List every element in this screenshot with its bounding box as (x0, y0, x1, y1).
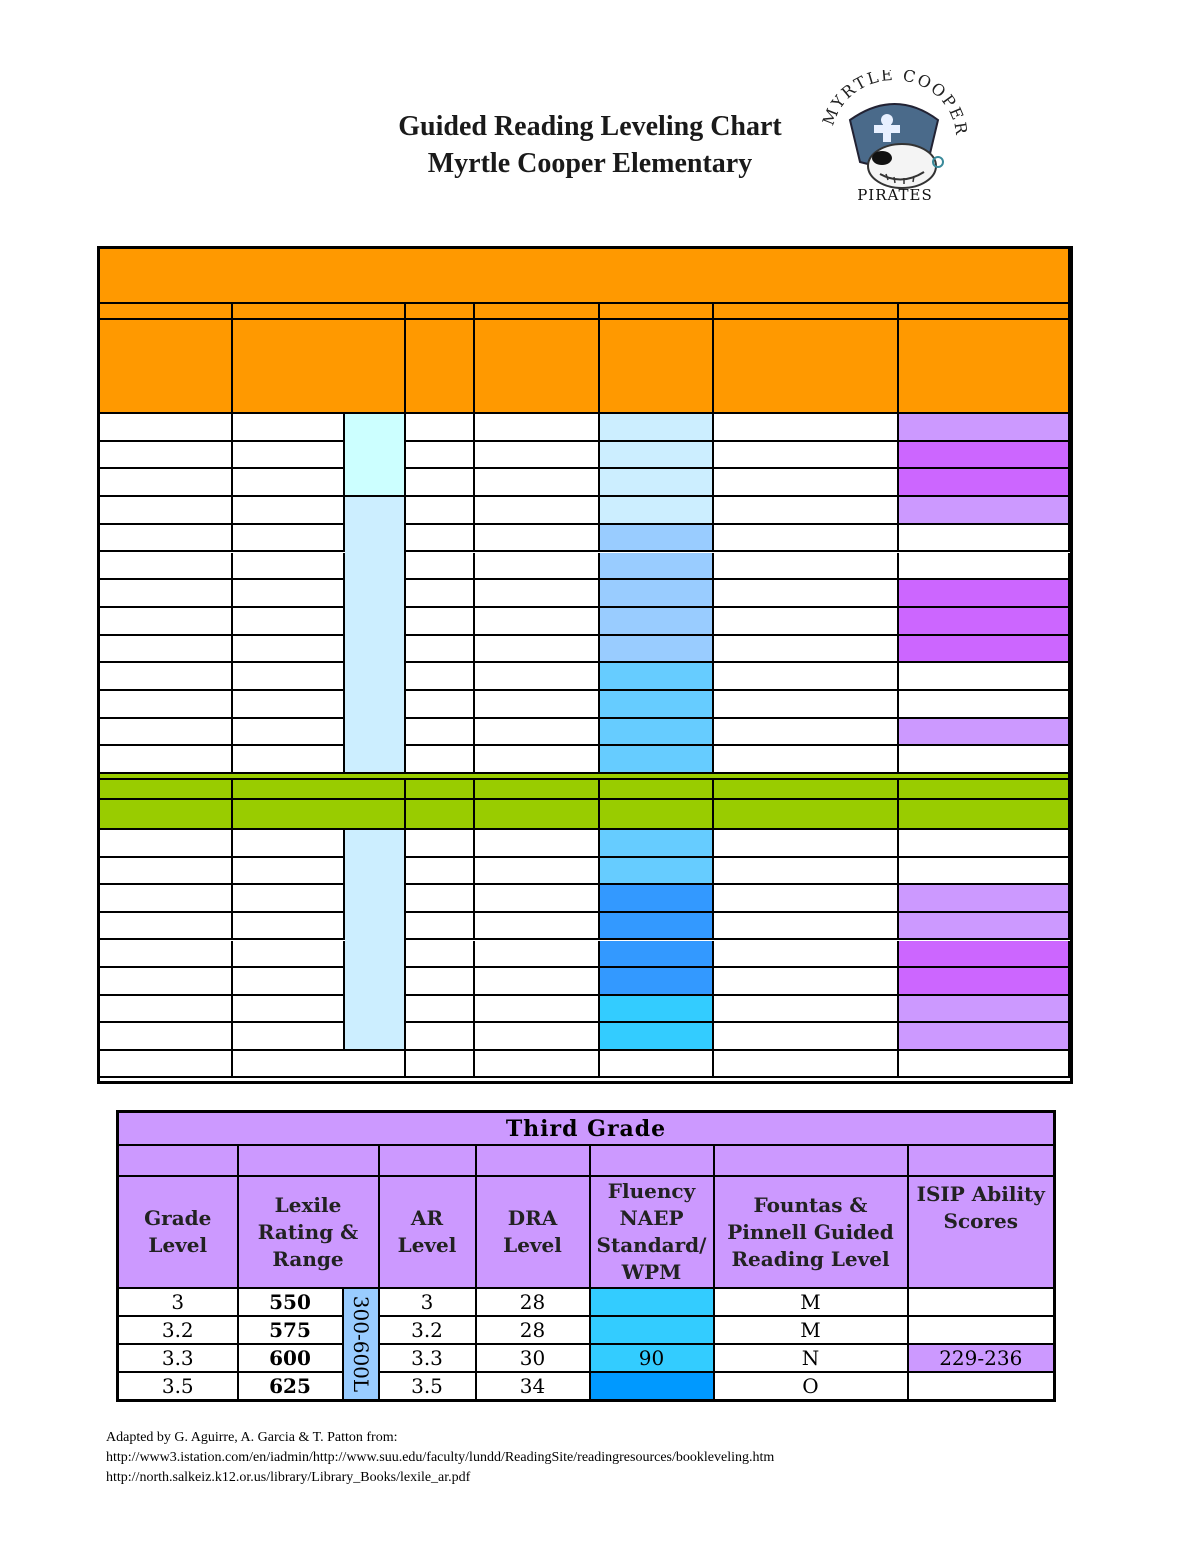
grid-fluency-cell (600, 525, 714, 553)
grid-fluency-cell (600, 663, 714, 691)
grid-header-cell (600, 320, 714, 414)
grid-row-cell (406, 497, 475, 525)
grid-row-cell (100, 497, 233, 525)
grid-header-cell (100, 320, 233, 414)
grid-isip-cell (899, 1051, 1070, 1079)
grid-isip-cell (899, 525, 1070, 553)
grid-row-cell (100, 746, 233, 774)
grid-header-spacer (233, 304, 406, 320)
grid-isip-cell (899, 830, 1070, 858)
source-credits (106, 1428, 774, 1488)
grid-green-spacer (600, 780, 714, 800)
grid-row-cell (714, 525, 899, 553)
lexile-range-cell (343, 1288, 379, 1401)
grid-row-cell (406, 719, 475, 747)
grid-row-cell (714, 913, 899, 941)
grid-row-cell (406, 442, 475, 470)
ar-cell: 3.5 (379, 1372, 476, 1401)
grid-row-cell (475, 497, 600, 525)
grid-isip-cell (899, 414, 1070, 442)
grid-isip-cell (899, 580, 1070, 608)
col-header-grade: Grade Level (118, 1176, 238, 1288)
grid-row-cell (714, 996, 899, 1024)
grid-row-cell (406, 636, 475, 664)
grid-header-spacer (100, 304, 233, 320)
grid-row-cell (100, 885, 233, 913)
grid-green-spacer (899, 780, 1070, 800)
grid-isip-cell (899, 442, 1070, 470)
fluency-cell (590, 1288, 714, 1316)
grid-fluency-cell (600, 414, 714, 442)
grid-row-cell (233, 941, 345, 969)
grid-row-cell (714, 719, 899, 747)
grid-range-cell (345, 830, 406, 1051)
table-row (118, 1316, 1055, 1344)
school-logo (820, 70, 970, 210)
grid-row-cell (406, 746, 475, 774)
grid-row-cell (100, 663, 233, 691)
grid-row-cell (406, 968, 475, 996)
grid-isip-cell (899, 968, 1070, 996)
grid-isip-cell (899, 913, 1070, 941)
grid-green-spacer (714, 780, 899, 800)
grid-green-header (899, 800, 1070, 830)
grid-row-cell (233, 1051, 406, 1079)
grid-isip-cell (899, 996, 1070, 1024)
grid-row-cell (100, 608, 233, 636)
grid-title-band (100, 249, 1070, 304)
grid-row-cell (100, 968, 233, 996)
grid-row-cell (406, 941, 475, 969)
grid-row-cell (100, 442, 233, 470)
grid-row-cell (233, 830, 345, 858)
lexile-cell: 625 (238, 1372, 343, 1401)
grid-row-cell (100, 580, 233, 608)
grid-row-cell (406, 608, 475, 636)
grid-row-cell (233, 968, 345, 996)
grid-row-cell (475, 691, 600, 719)
fp-cell: M (714, 1288, 908, 1316)
grid-row-cell (233, 691, 345, 719)
grid-row-cell (475, 469, 600, 497)
grid-row-cell (714, 941, 899, 969)
isip-cell (908, 1372, 1055, 1401)
grid-row-cell (714, 414, 899, 442)
grid-row-cell (406, 691, 475, 719)
fp-cell: N (714, 1344, 908, 1372)
page-header (340, 108, 840, 182)
dra-cell: 28 (476, 1316, 590, 1344)
grid-row-cell (475, 719, 600, 747)
grid-row-cell (406, 414, 475, 442)
col-header-lexile: Lexile Rating & Range (238, 1176, 379, 1288)
grid-row-cell (714, 608, 899, 636)
grid-green-spacer (406, 780, 475, 800)
header-spacer (476, 1145, 590, 1176)
grid-isip-cell (899, 691, 1070, 719)
grid-green-header (233, 800, 406, 830)
grid-row-cell (475, 941, 600, 969)
isip-cell: 229-236 (908, 1344, 1055, 1372)
grid-row-cell (714, 469, 899, 497)
grid-row-cell (714, 885, 899, 913)
grid-row-cell (406, 913, 475, 941)
grid-isip-cell (899, 663, 1070, 691)
fluency-cell: 90 (590, 1344, 714, 1372)
grid-header-spacer (406, 304, 475, 320)
grid-row-cell (714, 553, 899, 581)
third-grade-table (116, 1110, 1056, 1402)
grid-row-cell (714, 968, 899, 996)
grid-row-cell (475, 663, 600, 691)
grid-fluency-cell (600, 885, 714, 913)
grid-row-cell (475, 414, 600, 442)
source-link-1: http://www3.istation.com/en/iadmin/http://www.suu.edu/faculty/lundd/ReadingSite/readingresources/bookleveling.htm (106, 1450, 775, 1465)
grid-fluency-cell (600, 691, 714, 719)
grid-green-header (100, 800, 233, 830)
grid-fluency-cell (600, 608, 714, 636)
grid-row-cell (100, 996, 233, 1024)
grid-fluency-cell (600, 1051, 714, 1079)
logo-top-text: MYRTLE COOPER (820, 70, 970, 138)
dra-cell: 34 (476, 1372, 590, 1401)
grid-row-cell (714, 1023, 899, 1051)
grid-row-cell (714, 1051, 899, 1079)
grade-cell: 3.5 (118, 1372, 238, 1401)
col-header-dra: DRA Level (476, 1176, 590, 1288)
grid-row-cell (714, 663, 899, 691)
grid-row-cell (233, 913, 345, 941)
grid-green-header (600, 800, 714, 830)
grid-header-cell (714, 320, 899, 414)
grid-row-cell (714, 858, 899, 886)
dra-cell: 28 (476, 1288, 590, 1316)
fp-cell: M (714, 1316, 908, 1344)
grid-isip-cell (899, 636, 1070, 664)
grid-row-cell (475, 996, 600, 1024)
grid-fluency-cell (600, 580, 714, 608)
grid-row-cell (475, 1023, 600, 1051)
grid-row-cell (100, 830, 233, 858)
ar-cell: 3.3 (379, 1344, 476, 1372)
grid-row-cell (475, 1051, 600, 1079)
grid-fluency-cell (600, 968, 714, 996)
grid-row-cell (475, 830, 600, 858)
grid-row-cell (233, 608, 345, 636)
grid-fluency-cell (600, 719, 714, 747)
grid-row-cell (406, 525, 475, 553)
grid-row-cell (406, 553, 475, 581)
source-link-2: http://north.salkeiz.k12.or.us/library/Library_Books/lexile_ar.pdf (106, 1470, 471, 1485)
grid-range-cell (345, 497, 406, 774)
grid-row-cell (714, 746, 899, 774)
grid-row-cell (475, 968, 600, 996)
grid-row-cell (406, 580, 475, 608)
grid-row-cell (100, 719, 233, 747)
grid-row-cell (100, 414, 233, 442)
grid-row-cell (233, 553, 345, 581)
grid-row-cell (100, 553, 233, 581)
grid-header-spacer (475, 304, 600, 320)
grid-row-cell (100, 941, 233, 969)
grid-row-cell (233, 746, 345, 774)
grid-row-cell (406, 469, 475, 497)
blank-leveling-grid (97, 246, 1073, 1084)
grid-fluency-cell (600, 442, 714, 470)
grid-row-cell (475, 580, 600, 608)
grid-row-cell (100, 691, 233, 719)
grid-row-cell (475, 525, 600, 553)
header-spacer (714, 1145, 908, 1176)
grid-header-cell (406, 320, 475, 414)
grid-row-cell (233, 442, 345, 470)
grid-row-cell (714, 830, 899, 858)
grid-row-cell (100, 913, 233, 941)
grade-cell: 3 (118, 1288, 238, 1316)
grade-cell: 3.3 (118, 1344, 238, 1372)
grid-fluency-cell (600, 941, 714, 969)
header-spacer (118, 1145, 238, 1176)
grid-isip-cell (899, 746, 1070, 774)
header-spacer (379, 1145, 476, 1176)
grid-row-cell (475, 885, 600, 913)
grid-header-cell (233, 320, 406, 414)
grid-fluency-cell (600, 636, 714, 664)
dra-cell: 30 (476, 1344, 590, 1372)
grid-isip-cell (899, 719, 1070, 747)
header-spacer (238, 1145, 379, 1176)
grid-isip-cell (899, 553, 1070, 581)
grid-row-cell (100, 858, 233, 886)
ar-cell: 3.2 (379, 1316, 476, 1344)
grid-fluency-cell (600, 913, 714, 941)
grid-isip-cell (899, 497, 1070, 525)
grid-row-cell (406, 996, 475, 1024)
logo-bottom-text: PIRATES (857, 186, 933, 204)
grid-fluency-cell (600, 858, 714, 886)
fluency-cell (590, 1372, 714, 1401)
grid-header-spacer (899, 304, 1070, 320)
grid-header-spacer (714, 304, 899, 320)
table-title: Third Grade (118, 1112, 1055, 1146)
grid-isip-cell (899, 941, 1070, 969)
grid-row-cell (100, 525, 233, 553)
grid-row-cell (714, 636, 899, 664)
grid-row-cell (100, 1023, 233, 1051)
ar-cell: 3 (379, 1288, 476, 1316)
grid-isip-cell (899, 608, 1070, 636)
grid-row-cell (475, 636, 600, 664)
grid-row-cell (233, 497, 345, 525)
page-title: Guided Reading Leveling Chart (398, 111, 782, 142)
grid-fluency-cell (600, 830, 714, 858)
grid-row-cell (475, 913, 600, 941)
grid-row-cell (100, 469, 233, 497)
grid-fluency-cell (600, 1023, 714, 1051)
grid-row-cell (233, 580, 345, 608)
grid-fluency-cell (600, 746, 714, 774)
grid-row-cell (714, 580, 899, 608)
grid-row-cell (406, 1023, 475, 1051)
grid-row-cell (475, 608, 600, 636)
grid-isip-cell (899, 1023, 1070, 1051)
grid-row-cell (233, 525, 345, 553)
header-spacer (908, 1145, 1055, 1176)
grid-fluency-cell (600, 553, 714, 581)
col-header-ar: AR Level (379, 1176, 476, 1288)
grid-green-spacer (475, 780, 600, 800)
grid-range-cell (345, 414, 406, 497)
grid-isip-cell (899, 858, 1070, 886)
lexile-range: 300-600L (348, 1295, 373, 1393)
pirate-mascot-icon (820, 70, 970, 210)
grid-row-cell (233, 663, 345, 691)
grid-green-spacer (233, 780, 406, 800)
grid-header-cell (475, 320, 600, 414)
grade-cell: 3.2 (118, 1316, 238, 1344)
grid-row-cell (233, 885, 345, 913)
fluency-cell (590, 1316, 714, 1344)
grid-row-cell (406, 858, 475, 886)
grid-row-cell (714, 497, 899, 525)
col-header-isip: ISIP Ability Scores (908, 1176, 1055, 1288)
lexile-cell: 600 (238, 1344, 343, 1372)
grid-green-header (714, 800, 899, 830)
isip-cell (908, 1288, 1055, 1316)
grid-fluency-cell (600, 996, 714, 1024)
table-row (118, 1372, 1055, 1401)
grid-row-cell (100, 636, 233, 664)
grid-row-cell (406, 830, 475, 858)
grid-row-cell (475, 442, 600, 470)
lexile-cell: 575 (238, 1316, 343, 1344)
grid-row-cell (475, 746, 600, 774)
table-row (118, 1288, 1055, 1316)
grid-row-cell (233, 996, 345, 1024)
grid-header-spacer (600, 304, 714, 320)
grid-row-cell (475, 553, 600, 581)
grid-green-spacer (100, 780, 233, 800)
credit-line: Adapted by G. Aguirre, A. Garcia & T. Patton from: (106, 1430, 398, 1445)
school-name: Myrtle Cooper Elementary (427, 148, 753, 179)
grid-green-header (406, 800, 475, 830)
grid-row-cell (714, 691, 899, 719)
grid-row-cell (406, 885, 475, 913)
table-row (118, 1344, 1055, 1372)
col-header-fountas-pinnell: Fountas & Pinnell Guided Reading Level (714, 1176, 908, 1288)
grid-row-cell (233, 469, 345, 497)
fp-cell: O (714, 1372, 908, 1401)
grid-row-cell (475, 858, 600, 886)
grid-green-header (475, 800, 600, 830)
isip-cell (908, 1316, 1055, 1344)
grid-fluency-cell (600, 469, 714, 497)
grid-row-cell (233, 1023, 345, 1051)
lexile-cell: 550 (238, 1288, 343, 1316)
grid-row-cell (714, 442, 899, 470)
grid-header-cell (899, 320, 1070, 414)
grid-row-cell (406, 663, 475, 691)
grid-row-cell (233, 858, 345, 886)
grid-row-cell (233, 414, 345, 442)
header-spacer (590, 1145, 714, 1176)
grid-row-cell (233, 719, 345, 747)
grid-isip-cell (899, 885, 1070, 913)
grid-row-cell (233, 636, 345, 664)
grid-isip-cell (899, 469, 1070, 497)
grid-fluency-cell (600, 497, 714, 525)
col-header-fluency: Fluency NAEP Standard/ WPM (590, 1176, 714, 1288)
grid-row-cell (406, 1051, 475, 1079)
grid-row-cell (100, 1051, 233, 1079)
